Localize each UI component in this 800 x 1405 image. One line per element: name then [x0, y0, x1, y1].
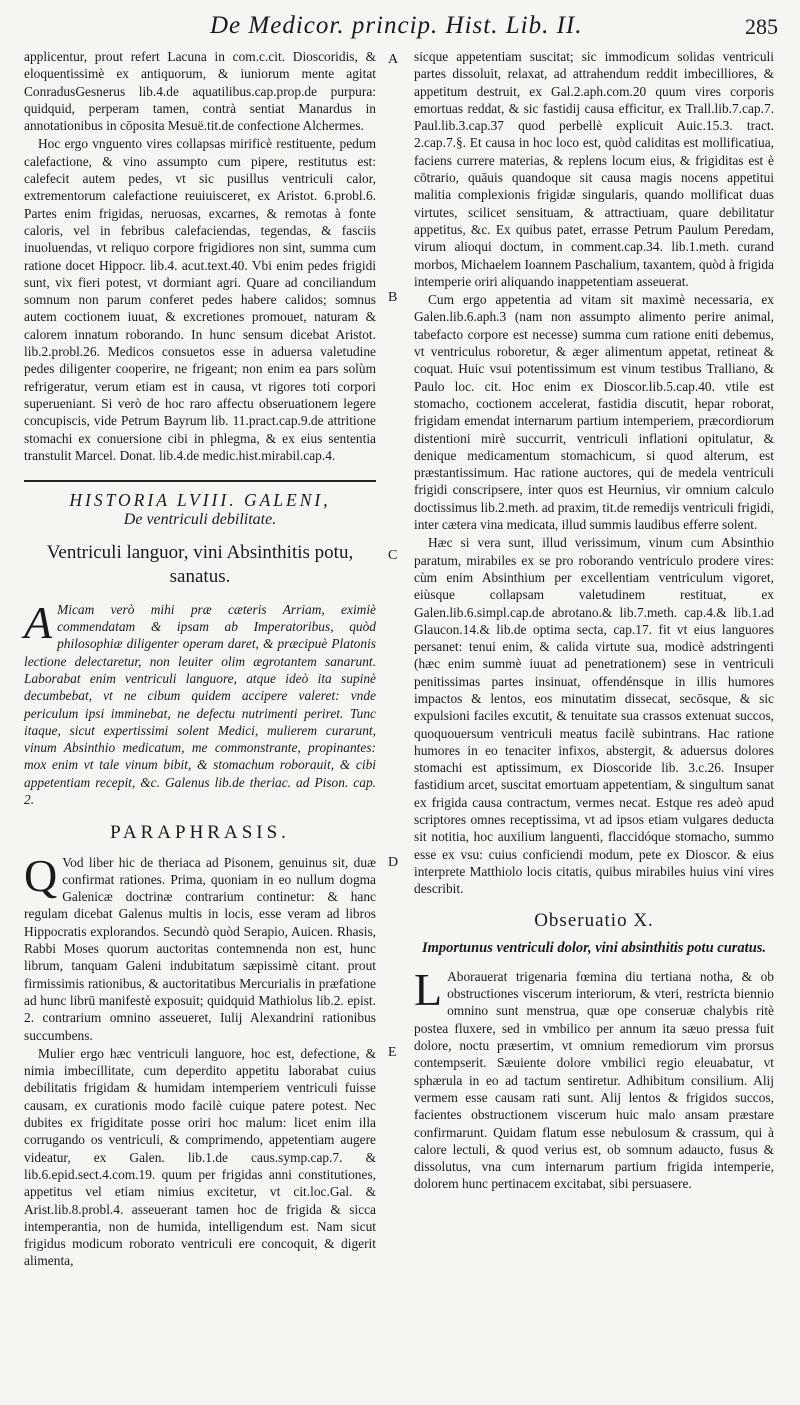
drop-cap: L: [414, 963, 443, 1015]
observatio-body: Aborauerat trigenaria fœmina diu tertiana notha, & ob obstructiones viscerum interiorum, & vteri, restricta biennio omnino sunt menstrua, quæ ope conseruæ chalybis ritè postea fluxere, sed in vmbilico per annum ita sæuo pressa fuit dolore, noctu præsertim, vt omnium remediorum vim prorsus contempserit. Sæuiente dolore vmbilici regio eleuabatur, vt sphærula in eo ad tactum sentiretur. Adhibitum consilium. Alij vermem esse causam rati sunt. Alij lentos & frigidos succos, facientes obstructionem viscerum huic malo ansam præstare confirmarunt. Quidam flatum esse nebulosum & crassum, qui à calore lectuli, & quod verius est, ob somnum adaucto, fusus & dissolutus, vna cum internarum partium frigida intemperie, dolorem hunc pertinacem excitabat, sibi persuasere.: [414, 968, 774, 1192]
right-column: [414, 48, 774, 1194]
paraphrasis-heading: PARAPHRASIS.: [110, 822, 290, 844]
observatio-paragraph: [414, 963, 774, 1193]
paragraph: Hoc ergo vnguento vires collapsas mirificè restituente, pedum calefactione, & vino assumpto cum pipere, restitutus est: calefecit autem pedes, vt sic pusillus ventriculi calor, extrementorum calefactione reuiuisceret, ex Aristot. 6.probl.6. Partes enim frigidas, neruosas, excarnes, & remotas à fonte caloris, vel in febribus calefaciendas, tegendas, & fasciis inuoluendas, vt reliquo corpore frigidiores non sint, summa cum ratione docet Hippocr. lib.4. acut.text.40. Vbi enim pedes frigidi sunt, vix fieri potest, vt dormiant agri. Quare ad conciliandum somnum non parum conferet pedes habere calidos; somnus autem coctionem iuuat, & excretiones promouet, naturam & calorem innatum roborando. In hunc sensum dicebat Aristot. lib.2.probl.26. Medicos consuetos esse in aduersa valetudine pedes diligenter cooperire, ne frigeant; non enim ea pars solùm refrigeratur, verum etiam est in causa, vt rigores toti corpori superueniant. Si verò de hoc raro affectu obseruationem legere concupiscis, vide Petrum Bayrum lib. 11.pract.cap.9.de attritione stomachi ex conuersione cibi in phlegma, & ex eius sententia transtulit Marcel. Donat. lib.4.de medic.hist.mirabil.cap.4.: [24, 136, 376, 463]
running-title: De Medicor. princip. Hist. Lib. II.: [210, 12, 583, 39]
observatio-title: Importunus ventriculi dolor, vini absinthitis potu curatus.: [421, 939, 767, 956]
margin-letter-e: E: [388, 1045, 397, 1060]
paraphrasis-paragraph: [24, 849, 376, 1044]
margin-letter-d: D: [388, 855, 399, 870]
paragraph: applicentur, prout refert Lacuna in com.c.cit. Dioscoridis, & eloquentissimè ex antiquorum, & iuniorum mente agitat ConradusGesnerus lib.4.de aquatilibus.cap.prop.de purpura: quidquid, perperam tamen, contrà sentiat Manardus in annotationibus in cōposita Mesuë.tit.de confectione Alchermes.: [24, 49, 376, 134]
paraphrasis-body: Vod liber hic de theriaca ad Pisonem, genuinus sit, duæ confirmat rationes. Prima, quoniam in eo nullum dogma Galenicæ doctrinæ contrarium continetur: & hanc regulam dicebat Galenus multis in locis, esse veram ad libros Hippocratis explorandos. Secundò quòd Serapio, Auicen. Rhasis, Rabbi Moses quorum auctoritas contemnenda non est, hunc librum, tanquam Galeni indubitatum sæpissimè citant. prout firmissimis rationibus, & auctoritatibus Mercurialis in præfatione ad hunc librū manifestè exposuit; quidquid Mathiolus lib.2. epist. 2. contrarium omnino asseueret, Iulij Alexandrini rationibus succumbens.: [24, 854, 376, 1043]
running-header: [20, 10, 782, 46]
page-number: 285: [745, 14, 778, 39]
left-column: [24, 48, 376, 1271]
paragraph: Mulier ergo hæc ventriculi languore, hoc est, defectione, & nimia imbecillitate, cum deperdito appetitu laborabat cuius debilitatis frigidam & humidam intemperiem ventriculi fuisse causam, ex curationis modo facilè cuique patere potest. Nec dubites ex frigiditate posse oriri hoc malum: licet enim illa corrugando os ventriculi, & comprimendo, appetentiam augere videatur, ex Galen. lib.1.de caus.symp.cap.7. & lib.6.epid.sect.4.com.19. quum per frigidas anni constitutiones, appetitus vel etiam nimius excitetur, vt cit.loc.Gal. & Arist.lib.8.probl.4. asseuerant tamen hoc de frigida & sicca intemperantia, non de humida, intelligendum est. Nam sicut frigidus modicum roborato ventriculi ere concoquit, & digerit alimenta,: [24, 1045, 376, 1269]
historia-body: Micam verò mihi præ cæteris Arriam, eximiè commendatam & ipsam ab Imperatoribus, quòd philosophiæ diligenter operam daret, & præcipuè Platonis lectione delectaretur, non leuiter olim ægrotantem sanarunt. Laborabat enim ventriculi languore, atque ideò ita supinè decumbebat, vt ne cibum quidem accipere valeret: vnde periculum ipsi imminebat, ne defectu nutrimenti periret. Tunc itaque, sicut expertissimi solent Medici, mulierem curarunt, vinum Absinthio medicatum, me commonstrante, propinantes: mox enim vt tale vinum bibit, & stomachum roborauit, & cibi appetentiam recepit, &c. Galenus lib.de theriac. ad Pison. cap. 2.: [24, 601, 376, 807]
drop-cap: Q: [24, 849, 58, 901]
paragraph: Cum ergo appetentia ad vitam sit maximè necessaria, ex Galen.lib.6.aph.3 (nam non assumpto alimento perire animal, tabefacto corpore est necesse) summa cum ratione eniti debemus, vt ventriculus roboretur, & æger alimentum appetat, retineat & coquat. Huic vsui potentissimum est vinum testibus Tralliano, & Paulo loc. cit. Hoc enim ex Dioscor.lib.5.cap.40. vtile est stomacho, coctionem accelerat, fastidia discutit, hepar roborat, frigidam emendat internarum partium intemperiem, præcordiorum distentioni mirè succurrit, ventriculi inflationi opitulatur, & denique medicamentum stomachicum, si quod alterum, est præstantissimum. Hac ratione auctores, qui de medela ventriculi frigidi conscripsere, inter quos est Heurnius, vir omnium calculo doctissimus lib.2.meth. ad praxim, tit.de remedijs ventriculi frigidi, inter cætera vina medicata, illud summis laudibus efferre solent.: [414, 292, 774, 533]
paragraph: sicque appetentiam suscitat; sic immodicum solidas ventriculi partes dissoluit, relaxat, ad attrahendum reddit imbecilliores, & appetitum destruit, ex Gal.2.aph.com.20 quum vires corporis emortuas reddat, & sic fastidij causa efficitur, ex Trall.lib.7.cap.7. Paul.lib.3.cap.37 quod perbellè explicuit Auic.15.3. tract. 2.cap.7.§. Et causa in hoc loco est, quòd caliditas est mollificatiua, faciens currere materias, & replens locum eius, & frigiditas est è cōtrario, quāuis quandoque sit causa magis nocens appetitui malitia complexionis frigidæ singularis, quando mollificat duas virtutes, scilicet sensituam, & attractiuam, quare debilitatur appetitus, &c. Ex quibus patet, errasse Petrum Paulum Peredam, virum alioqui doctum, in comment.cap.34. lib.1.meth. curand morbos, Michaelem Ioannem Paschalium, taxantem, quòd à frigida intemperie oriri aliquando inappetentiam asseuerat.: [414, 49, 774, 289]
historia-title: Ventriculi languor, vini Absinthitis potu, sanatus.: [46, 541, 354, 587]
margin-letter-c: C: [388, 548, 398, 563]
drop-cap: A: [24, 596, 53, 648]
paragraph: Hæc si vera sunt, illud verissimum, vinum cum Absinthio paratum, mirabiles ex se pro roborando ventriculo prodere vires: cùm enim Absinthium per excellentiam ventriculum vigoret, eiùsque collapsam valetudinem restituat, ex Galen.lib.6.simpl.cap.de abrotano.& lib.7.meth. cap.4.& lib.1.ad Glaucon.14.& lib.de optima secta, cap.17. fit vt eius languores persanet: tenui enim, & calida virtute sua, modicè adstringenti (hæc enim summè iuuat ad penetrationem) sese in ventriculi penitissimas partes insinuat, offendénsque in illis humores impactos & lentos, eos minutatim dissecat, secōsque, & sic expulsioni faciles excutit, & tenuitate sua crassos extenuat succos, quoquouersum ventriculi meatus facilè subintrans. Hac ratione humores in eo tenaciter infixos, abstergit, & aduersus dolores stomachi est aptissimum, ex Dioscoride lib. 3.c.26. Insuper fastidium arcet, suscitat emortuam appetentiam, & singultum sanat ex frigida causa contractum, vermes necat. Estque res adeò apud scriptores omnes receptissima, vt ad ipsos etiam vulgares deducta sit notitia, hoc auxilium languenti, flaccidóque stomacho, summo esse ex vsu: cuius conficiendi modum, pete ex Dioscor. & eius interprete Matthiolo locis citatis, quibus mirabiles huius vini vires describit.: [414, 535, 774, 897]
margin-letter-a: A: [388, 52, 399, 67]
historia-text: [24, 596, 376, 809]
historia-heading: HISTORIA LVIII. GALENI,: [24, 480, 376, 509]
margin-letter-b: B: [388, 290, 398, 305]
observatio-heading: Obseruatio X.: [534, 909, 654, 931]
historia-subheading: De ventriculi debilitate.: [123, 511, 277, 529]
